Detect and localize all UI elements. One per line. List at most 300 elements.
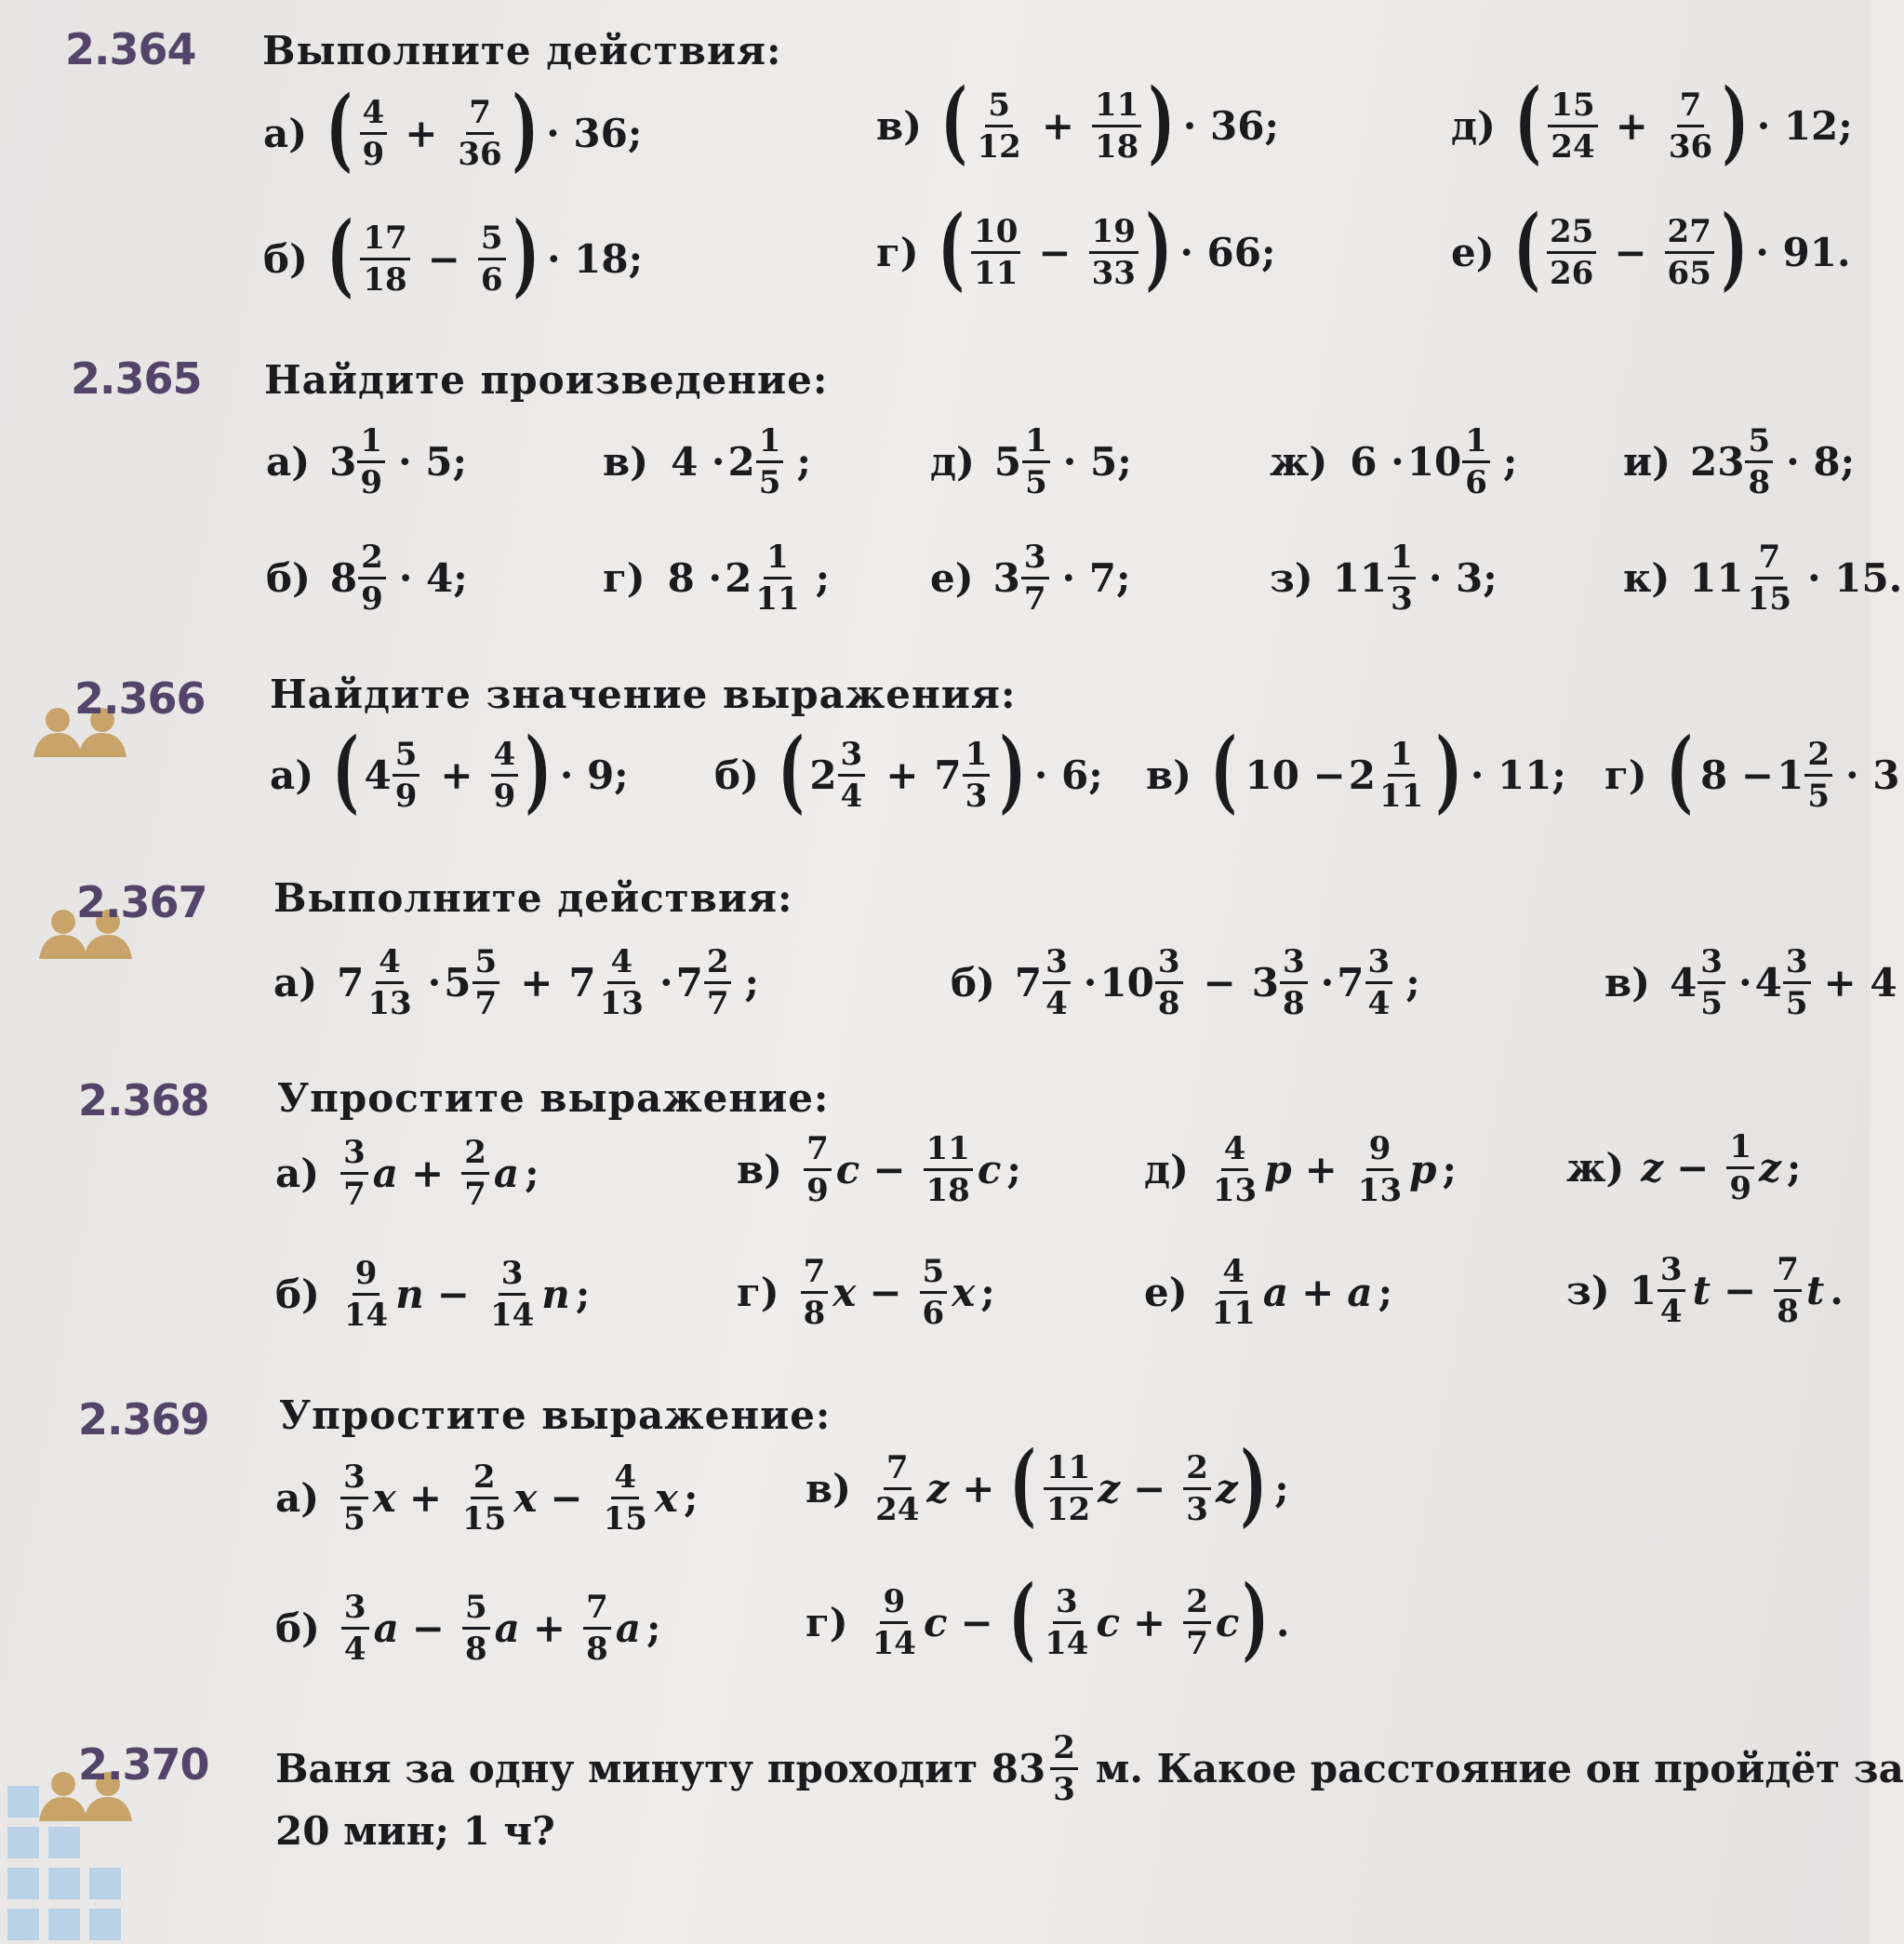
- variable: c: [835, 1147, 860, 1193]
- denominator: 7: [343, 1176, 366, 1214]
- expression-text: 8 ·: [667, 555, 723, 602]
- exercise-item: [737, 1131, 1021, 1208]
- denominator: 8: [803, 1295, 826, 1333]
- problem-line-2: 20 мин; 1 ч?: [275, 1808, 555, 1854]
- exercise-item: [1604, 944, 1897, 1021]
- mixed-number: [993, 539, 1054, 617]
- numerator: 7: [1774, 1252, 1802, 1292]
- item-label: ж): [1566, 1145, 1625, 1192]
- fraction: [756, 423, 784, 500]
- whole-part: 7: [675, 960, 703, 1006]
- whole-part: 11: [1332, 555, 1388, 602]
- variable: c: [1096, 1599, 1121, 1645]
- problem-line-1-end: м. Какое расстояние он пройдёт за: [1095, 1746, 1904, 1792]
- exercise-title: Выполните действия:: [262, 28, 782, 73]
- numerator: 4: [1221, 1131, 1249, 1171]
- item-label: в): [603, 439, 649, 486]
- expression-text: 8 −: [1700, 752, 1775, 798]
- parenthesis: (: [1666, 718, 1693, 823]
- problem-line-1-start: Ваня за одну минуту проходит 83: [275, 1746, 1046, 1792]
- expression-text: · 12;: [1756, 102, 1853, 149]
- numerator: 19: [1089, 214, 1138, 254]
- denominator: 11: [1378, 777, 1424, 815]
- variable: a: [373, 1605, 399, 1652]
- mixed-number: [1689, 539, 1799, 617]
- mixed-number: [329, 423, 390, 500]
- numerator: 1: [1022, 423, 1050, 463]
- exercise-item: [930, 423, 1132, 500]
- mixed-number: [1755, 944, 1816, 1021]
- parenthesis: ): [512, 76, 539, 181]
- math-expression: [326, 423, 467, 500]
- math-expression: [336, 1459, 698, 1537]
- exercise-number: 2.370: [78, 1739, 209, 1790]
- item-label: а): [275, 1151, 320, 1197]
- numerator: 4: [1219, 1254, 1247, 1294]
- expression-text: 4 ·: [671, 439, 726, 486]
- exercise-title: Найдите значение выражения:: [270, 672, 1017, 717]
- parenthesis: (: [1008, 1565, 1035, 1671]
- exercise-item: [876, 69, 1279, 174]
- mixed-number: [1349, 737, 1431, 814]
- fraction: [341, 1256, 391, 1333]
- denominator: 18: [1095, 127, 1139, 166]
- whole-part: 5: [444, 960, 472, 1006]
- variable: a: [493, 1151, 520, 1197]
- whole-part: 2: [725, 555, 752, 602]
- fraction: [1042, 1584, 1091, 1661]
- fraction: [1043, 944, 1071, 1021]
- math-expression: [330, 718, 629, 823]
- exercise-title: Выполните действия:: [273, 875, 793, 921]
- denominator: 8: [1282, 985, 1305, 1023]
- denominator: 13: [1357, 1172, 1403, 1210]
- denominator: 7: [1186, 1624, 1208, 1662]
- numerator: 3: [1155, 944, 1183, 984]
- numerator: 9: [353, 1256, 380, 1296]
- expression-text: ;: [575, 1272, 591, 1318]
- mixed-number: [1337, 944, 1397, 1021]
- numerator: 5: [462, 1590, 490, 1630]
- exercise-title: Упростите выражение:: [277, 1075, 830, 1121]
- exercise-item: [1146, 718, 1566, 823]
- math-expression: [1208, 718, 1566, 823]
- expression-text: ;: [744, 960, 759, 1006]
- numerator: 4: [611, 1459, 639, 1499]
- operator: −: [427, 235, 460, 282]
- numerator: 1: [1462, 423, 1490, 463]
- mixed-number: [934, 737, 994, 814]
- numerator: 5: [985, 87, 1013, 127]
- expression-text: ;: [1442, 1147, 1457, 1193]
- parenthesis: (: [326, 202, 353, 307]
- math-expression: [665, 423, 811, 500]
- math-expression: [799, 1131, 1021, 1208]
- math-expression: [337, 1590, 661, 1667]
- item-label: б): [275, 1605, 320, 1652]
- operator: −: [960, 1599, 993, 1645]
- parenthesis: (: [778, 718, 805, 823]
- denominator: 15: [462, 1500, 507, 1538]
- numerator: 9: [880, 1584, 908, 1624]
- exercise-item: [951, 944, 1420, 1021]
- mixed-number: [1690, 423, 1778, 500]
- expression-text: · 5;: [1062, 439, 1132, 486]
- mixed-number: [337, 944, 419, 1021]
- expression-text: ;: [1378, 1270, 1393, 1316]
- parenthesis: ): [1145, 195, 1172, 300]
- variable: n: [395, 1272, 424, 1318]
- variable: a: [372, 1151, 398, 1197]
- numerator: 5: [473, 944, 500, 984]
- numerator: 3: [1053, 1584, 1081, 1624]
- fraction: [1089, 214, 1138, 291]
- variable: x: [654, 1475, 678, 1522]
- denominator: 5: [1700, 985, 1723, 1023]
- denominator: 14: [343, 1297, 389, 1335]
- denominator: 4: [1367, 985, 1391, 1023]
- parenthesis: (: [332, 718, 359, 823]
- numerator: 17: [360, 220, 409, 260]
- denominator: 5: [758, 464, 781, 502]
- expression-text: .: [1830, 1268, 1844, 1314]
- expression-text: · 3;: [1428, 555, 1498, 602]
- exercise-item: [275, 1590, 660, 1667]
- exercise-item: [275, 1256, 590, 1333]
- denominator: 3: [965, 777, 988, 815]
- expression-text: ;: [646, 1605, 661, 1652]
- exercise-item: [1566, 1129, 1801, 1206]
- math-expression: [336, 1135, 539, 1212]
- operator: −: [1203, 960, 1236, 1006]
- fraction: [583, 1590, 611, 1667]
- exercise-item: [1144, 1131, 1457, 1208]
- denominator: 9: [361, 580, 383, 619]
- numerator: 3: [340, 1135, 368, 1175]
- fraction: [341, 1590, 369, 1667]
- fraction: [1022, 423, 1050, 500]
- math-expression: [1667, 944, 1897, 1021]
- math-expression: [1330, 539, 1498, 617]
- mixed-number: [994, 423, 1055, 500]
- exercise-item: [714, 718, 1103, 823]
- mixed-number: [365, 737, 425, 814]
- expression-text: · 91.: [1755, 229, 1851, 275]
- whole-part: 2: [1348, 752, 1376, 798]
- denominator: 8: [464, 1631, 487, 1669]
- fraction: [870, 1584, 919, 1661]
- fraction: [1745, 423, 1773, 500]
- numerator: 5: [478, 220, 506, 260]
- denominator: 8: [1157, 985, 1180, 1023]
- exercise-item: [1451, 69, 1853, 174]
- numerator: 7: [801, 1254, 829, 1294]
- numerator: 4: [376, 944, 404, 984]
- math-expression: [1012, 944, 1420, 1021]
- exercise-item: [1623, 539, 1902, 617]
- numerator: 3: [1021, 539, 1049, 579]
- numerator: 2: [1183, 1450, 1211, 1490]
- item-label: д): [1144, 1147, 1189, 1193]
- math-expression: [1627, 1252, 1844, 1329]
- parenthesis: ): [1721, 195, 1748, 300]
- fraction: [1665, 214, 1714, 291]
- denominator: 18: [363, 260, 407, 299]
- numerator: 7: [1755, 539, 1783, 579]
- fraction: [340, 1459, 368, 1537]
- denominator: 13: [1212, 1172, 1258, 1210]
- expression-text: ;: [796, 439, 811, 486]
- operator: +: [532, 1605, 566, 1652]
- numerator: 9: [1366, 1131, 1394, 1171]
- fraction: [924, 1131, 973, 1208]
- denominator: 8: [1777, 1293, 1799, 1331]
- parenthesis: ): [525, 718, 553, 823]
- exercise-item: [1566, 1252, 1844, 1329]
- item-label: г): [806, 1599, 848, 1645]
- numerator: 4: [607, 944, 635, 984]
- exercise-number: 2.365: [71, 353, 202, 404]
- denominator: 36: [458, 135, 502, 173]
- item-label: ж): [1270, 439, 1328, 486]
- expression-text: ;: [1405, 960, 1420, 1006]
- denominator: 15: [603, 1500, 647, 1538]
- item-label: г): [876, 229, 919, 275]
- variable: z: [1641, 1145, 1664, 1192]
- operator: +: [440, 752, 473, 798]
- exercise-item: [1623, 423, 1855, 500]
- parenthesis: ): [1148, 69, 1176, 174]
- parenthesis: (: [1514, 69, 1541, 174]
- numerator: 1: [764, 539, 792, 579]
- mixed-number: [444, 944, 504, 1021]
- item-label: в): [737, 1147, 783, 1193]
- denominator: 4: [343, 1631, 366, 1669]
- mixed-number: [725, 539, 807, 617]
- fraction: [1548, 87, 1597, 165]
- operator: −: [1724, 1268, 1757, 1314]
- denominator: 11: [755, 580, 800, 619]
- math-expression: [1686, 539, 1902, 617]
- whole-part: 1: [1777, 752, 1804, 798]
- math-expression: [337, 1256, 590, 1333]
- variable: c: [977, 1147, 1002, 1193]
- fraction: [491, 737, 519, 814]
- exercise-number: 2.367: [76, 877, 207, 927]
- numerator: 11: [924, 1131, 973, 1171]
- denominator: 9: [806, 1172, 829, 1210]
- numerator: 7: [1677, 87, 1705, 127]
- exercise-title: Упростите выражение:: [279, 1392, 832, 1438]
- fraction: [462, 1590, 490, 1667]
- denominator: 14: [872, 1624, 916, 1662]
- item-label: г): [1604, 752, 1647, 798]
- fraction: [365, 944, 414, 1021]
- expression-text: · 66;: [1179, 229, 1276, 275]
- item-label: г): [603, 555, 646, 602]
- fraction: [752, 539, 802, 617]
- math-expression: [776, 718, 1103, 823]
- exercise-item: [266, 539, 468, 617]
- variable: n: [541, 1272, 570, 1318]
- exercise-title: Найдите произведение:: [264, 357, 829, 403]
- exercise-item: [930, 539, 1130, 617]
- denominator: 7: [706, 985, 729, 1023]
- numerator: 11: [1092, 87, 1141, 127]
- fraction: [804, 1131, 832, 1208]
- operator: +: [1133, 1599, 1166, 1645]
- expression-text: 6 ·: [1350, 439, 1405, 486]
- numerator: 5: [1745, 423, 1773, 463]
- expression-text: ;: [815, 555, 831, 602]
- mixed-number: [1099, 944, 1187, 1021]
- fraction: [340, 1135, 368, 1212]
- exercise-item: [806, 1431, 1289, 1537]
- operator: −: [1038, 229, 1072, 275]
- fraction: [597, 944, 646, 1021]
- operator: +: [885, 752, 919, 798]
- expression-text: ;: [1006, 1147, 1021, 1193]
- expression-text: · 9;: [559, 752, 629, 798]
- operator: −: [872, 1147, 906, 1193]
- variable: x: [513, 1475, 538, 1522]
- item-label: в): [806, 1465, 852, 1511]
- numerator: 5: [393, 737, 420, 777]
- fraction: [872, 1450, 922, 1527]
- parenthesis: ): [1240, 1431, 1267, 1537]
- mixed-number: [1407, 423, 1495, 500]
- whole-part: 7: [1337, 960, 1365, 1006]
- numerator: 11: [1044, 1450, 1093, 1490]
- numerator: 3: [340, 1459, 368, 1499]
- item-label: д): [930, 439, 975, 486]
- denominator: 7: [474, 985, 498, 1023]
- expression-text: · 5;: [398, 439, 467, 486]
- fraction: [1210, 1131, 1259, 1208]
- operator: +: [408, 1475, 443, 1522]
- math-expression: [1205, 1131, 1457, 1208]
- item-label: а): [270, 752, 314, 798]
- denominator: 26: [1550, 254, 1594, 292]
- numerator: 4: [360, 95, 388, 135]
- numerator: 7: [466, 95, 494, 135]
- denominator: 7: [464, 1176, 486, 1214]
- math-expression: [1687, 423, 1855, 500]
- exercise-number: 2.369: [78, 1394, 209, 1445]
- fraction: [360, 95, 388, 172]
- math-expression: [1664, 718, 1900, 823]
- denominator: 5: [1785, 985, 1808, 1023]
- fraction: [601, 1459, 650, 1537]
- operator: +: [1615, 102, 1648, 149]
- variable: a: [1347, 1270, 1373, 1316]
- denominator: 13: [599, 985, 644, 1023]
- mixed-number: [568, 944, 651, 1021]
- math-expression: [662, 539, 831, 617]
- operator: +: [520, 960, 553, 1006]
- denominator: 12: [1045, 1490, 1091, 1528]
- expression-text: · 15.: [1806, 555, 1903, 602]
- math-expression: [1344, 423, 1517, 500]
- numerator: 3: [1280, 944, 1308, 984]
- numerator: 3: [341, 1590, 369, 1630]
- denominator: 9: [1729, 1170, 1752, 1208]
- expression-text: ;: [1786, 1145, 1802, 1192]
- exercise-item: [263, 76, 643, 181]
- denominator: 7: [1023, 580, 1046, 619]
- fraction: [1183, 1584, 1211, 1661]
- variable: t: [1692, 1268, 1711, 1314]
- math-expression: [334, 944, 759, 1021]
- item-label: к): [1623, 555, 1671, 602]
- fraction: [1092, 87, 1141, 165]
- numerator: 1: [963, 737, 991, 777]
- fraction: [838, 737, 866, 814]
- item-label: в): [1146, 752, 1192, 798]
- fraction: [1377, 737, 1426, 814]
- item-label: е): [1144, 1270, 1188, 1316]
- whole-part: 4: [1754, 960, 1782, 1006]
- exercise-item: [273, 944, 759, 1021]
- exercise-item: [1451, 195, 1851, 300]
- item-label: а): [266, 439, 311, 486]
- operator: −: [1676, 1145, 1710, 1192]
- math-expression: [1512, 69, 1853, 174]
- denominator: 36: [1668, 127, 1713, 166]
- whole-part: 7: [934, 752, 962, 798]
- exercise-item: [1144, 1254, 1392, 1331]
- parenthesis: (: [938, 195, 965, 300]
- denominator: 33: [1091, 254, 1136, 292]
- variable: x: [832, 1270, 857, 1316]
- numerator: 27: [1665, 214, 1714, 254]
- exercise-item: [275, 1459, 698, 1537]
- fraction: [1547, 214, 1596, 291]
- numerator: 3: [838, 737, 866, 777]
- fraction: [920, 1254, 948, 1331]
- numerator: 4: [491, 737, 519, 777]
- whole-part: 23: [1690, 439, 1745, 486]
- parenthesis: ): [1242, 1565, 1269, 1671]
- mixed-number: [330, 539, 391, 617]
- variable: t: [1805, 1268, 1825, 1314]
- exercise-number: 2.366: [74, 673, 206, 724]
- denominator: 3: [1053, 1771, 1075, 1809]
- item-label: г): [737, 1270, 779, 1316]
- denominator: 11: [974, 254, 1019, 292]
- math-expression: [991, 539, 1131, 617]
- fraction: [1044, 1450, 1093, 1527]
- variable: x: [952, 1270, 976, 1316]
- item-label: з): [1566, 1268, 1610, 1314]
- numerator: 2: [471, 1459, 499, 1499]
- math-expression: [868, 1431, 1289, 1537]
- fraction: [473, 944, 500, 1021]
- denominator: 5: [1807, 777, 1830, 815]
- parenthesis: (: [1210, 718, 1237, 823]
- math-expression: [865, 1565, 1290, 1671]
- fraction: [461, 1135, 489, 1212]
- whole-part: 2: [727, 439, 755, 486]
- parenthesis: ): [1722, 69, 1749, 174]
- expression-text: .: [1275, 1599, 1290, 1645]
- math-expression: [796, 1254, 995, 1331]
- expression-text: 10 −: [1245, 752, 1346, 798]
- expression-text: · 8;: [1786, 439, 1856, 486]
- fraction: [459, 1459, 509, 1537]
- variable: a: [1262, 1270, 1289, 1316]
- operator: +: [962, 1465, 995, 1511]
